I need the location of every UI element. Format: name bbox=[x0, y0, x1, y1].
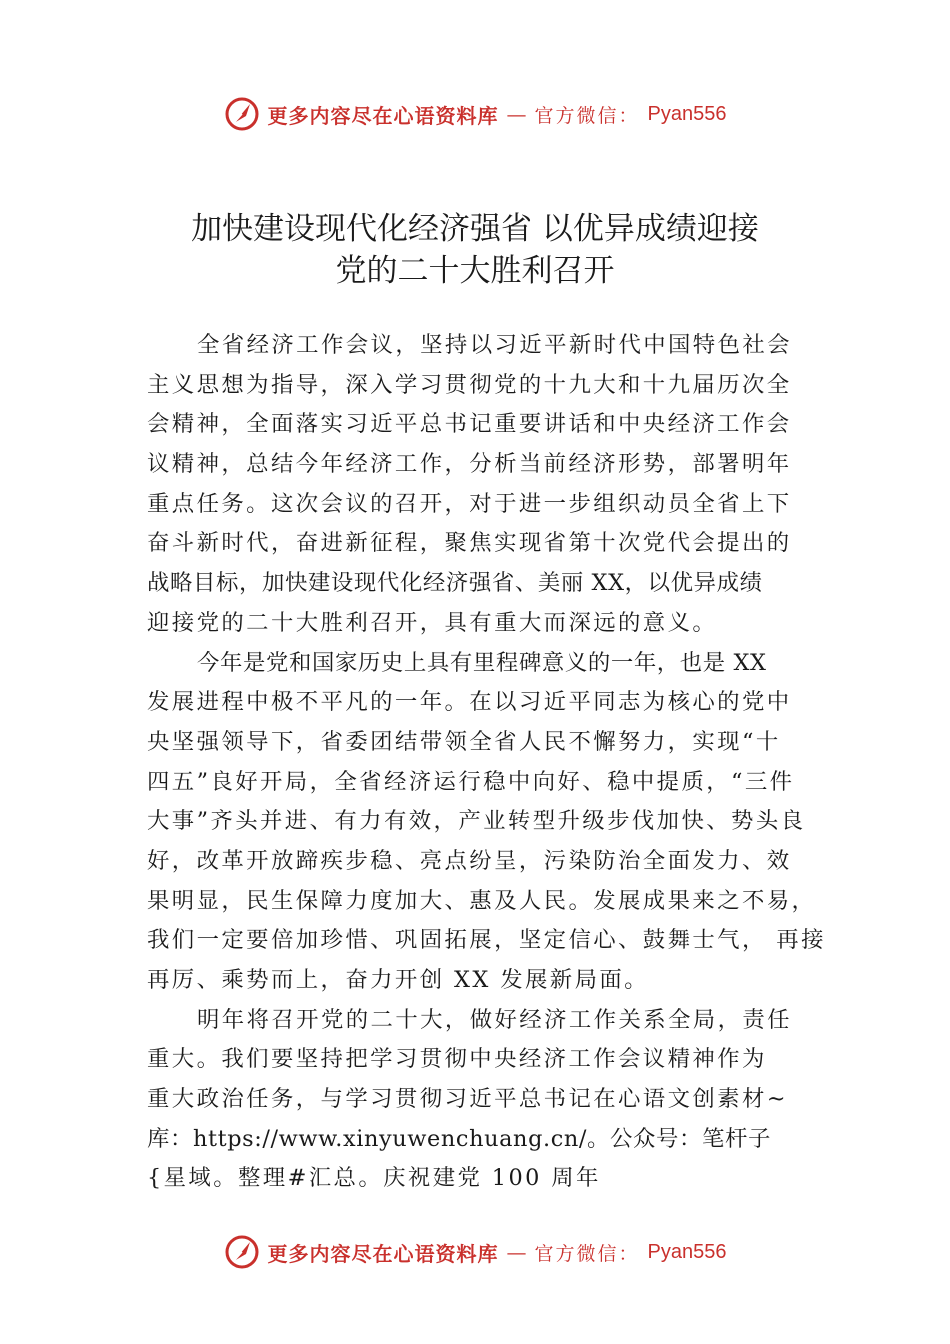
feather-pen-logo-icon bbox=[224, 1234, 260, 1270]
paragraph-line: 奋斗新时代，奋进新征程，聚焦实现省第十次党代会提出的 bbox=[147, 530, 792, 557]
banner-text: 更多内容尽在心语资料库 bbox=[267, 103, 499, 128]
banner-wechat-id: Pyan556 bbox=[647, 1240, 727, 1263]
paragraph-line: 再厉、乘势而上，奋力开创 XX 发展新局面。 bbox=[147, 967, 649, 993]
paragraph-line: 今年是党和国家历史上具有里程碑意义的一年，也是 XX bbox=[197, 649, 767, 676]
paragraph-3 bbox=[147, 1001, 815, 1199]
paragraph-line: 议精神，总结今年经济工作，分析当前经济形势，部署明年 bbox=[147, 451, 792, 478]
paragraph-line: 库：https://www.xinyuwenchuang.cn/。公众号：笔杆子 bbox=[147, 1125, 771, 1152]
paragraph-line: 会精神，全面落实习近平总书记重要讲话和中央经济工作会 bbox=[147, 411, 792, 438]
paragraph-line: 重大。我们要坚持把学习贯彻中央经济工作会议精神作为 bbox=[147, 1046, 767, 1073]
paragraph-line: 好，改革开放蹄疾步稳、亮点纷呈，污染防治全面发力、效 bbox=[147, 847, 792, 874]
paragraph-line: 明年将召开党的二十大，做好经济工作关系全局，责任 bbox=[197, 1006, 792, 1033]
paragraph-line: 央坚强领导下，省委团结带领全省人民不懈努力，实现“十 bbox=[147, 728, 781, 755]
paragraph-line: 全省经济工作会议，坚持以习近平新时代中国特色社会 bbox=[197, 332, 792, 358]
paragraph-1 bbox=[147, 326, 815, 644]
paragraph-line: 发展进程中极不平凡的一年。在以习近平同志为核心的党中 bbox=[147, 689, 792, 716]
paragraph-line: 四五”良好开局，全省经济运行稳中向好、稳中提质，“三件 bbox=[147, 768, 795, 795]
document-body bbox=[147, 326, 826, 1199]
paragraph-line: 果明显，民生保障力度加大、惠及人民。发展成果来之不易， bbox=[147, 887, 817, 914]
title-line-2: 党的二十大胜利召开 bbox=[335, 253, 615, 289]
footer-banner bbox=[0, 1230, 950, 1274]
paragraph-line: 我们一定要倍加珍惜、巩固拓展，坚定信心、鼓舞士气， 再接 bbox=[147, 927, 826, 954]
paragraph-line: 重点任务。这次会议的召开，对于进一步组织动员全省上下 bbox=[147, 490, 792, 517]
paragraph-line: 主义思想为指导，深入学习贯彻党的十九大和十九届历次全 bbox=[147, 371, 792, 398]
paragraph-2 bbox=[147, 644, 826, 1001]
paragraph-line: 迎接党的二十大胜利召开，具有重大而深远的意义。 bbox=[147, 609, 718, 636]
banner-separator: — bbox=[506, 102, 527, 126]
banner-text: 更多内容尽在心语资料库 bbox=[267, 1241, 499, 1266]
header-banner bbox=[0, 92, 950, 136]
banner-separator: — bbox=[506, 1240, 527, 1264]
document-title bbox=[90, 208, 860, 292]
banner-wechat-label: 官方微信： bbox=[534, 1242, 640, 1265]
paragraph-line: 大事”齐头并进、有力有效，产业转型升级步伐加快、势头良 bbox=[147, 808, 806, 835]
banner-wechat-id: Pyan556 bbox=[647, 102, 727, 125]
banner-wechat-label: 官方微信： bbox=[534, 104, 640, 127]
feather-pen-logo-icon bbox=[224, 96, 260, 132]
paragraph-line: 重大政治任务，与学习贯彻习近平总书记在心语文创素材~ bbox=[147, 1086, 788, 1113]
paragraph-line: 战略目标，加快建设现代化经济强省、美丽 XX，以优异成绩 bbox=[147, 570, 763, 597]
paragraph-line: {星域。整理#汇总。庆祝建党 100 周年 bbox=[147, 1165, 601, 1192]
title-line-1: 加快建设现代化经济强省 以优异成绩迎接 bbox=[191, 211, 759, 247]
